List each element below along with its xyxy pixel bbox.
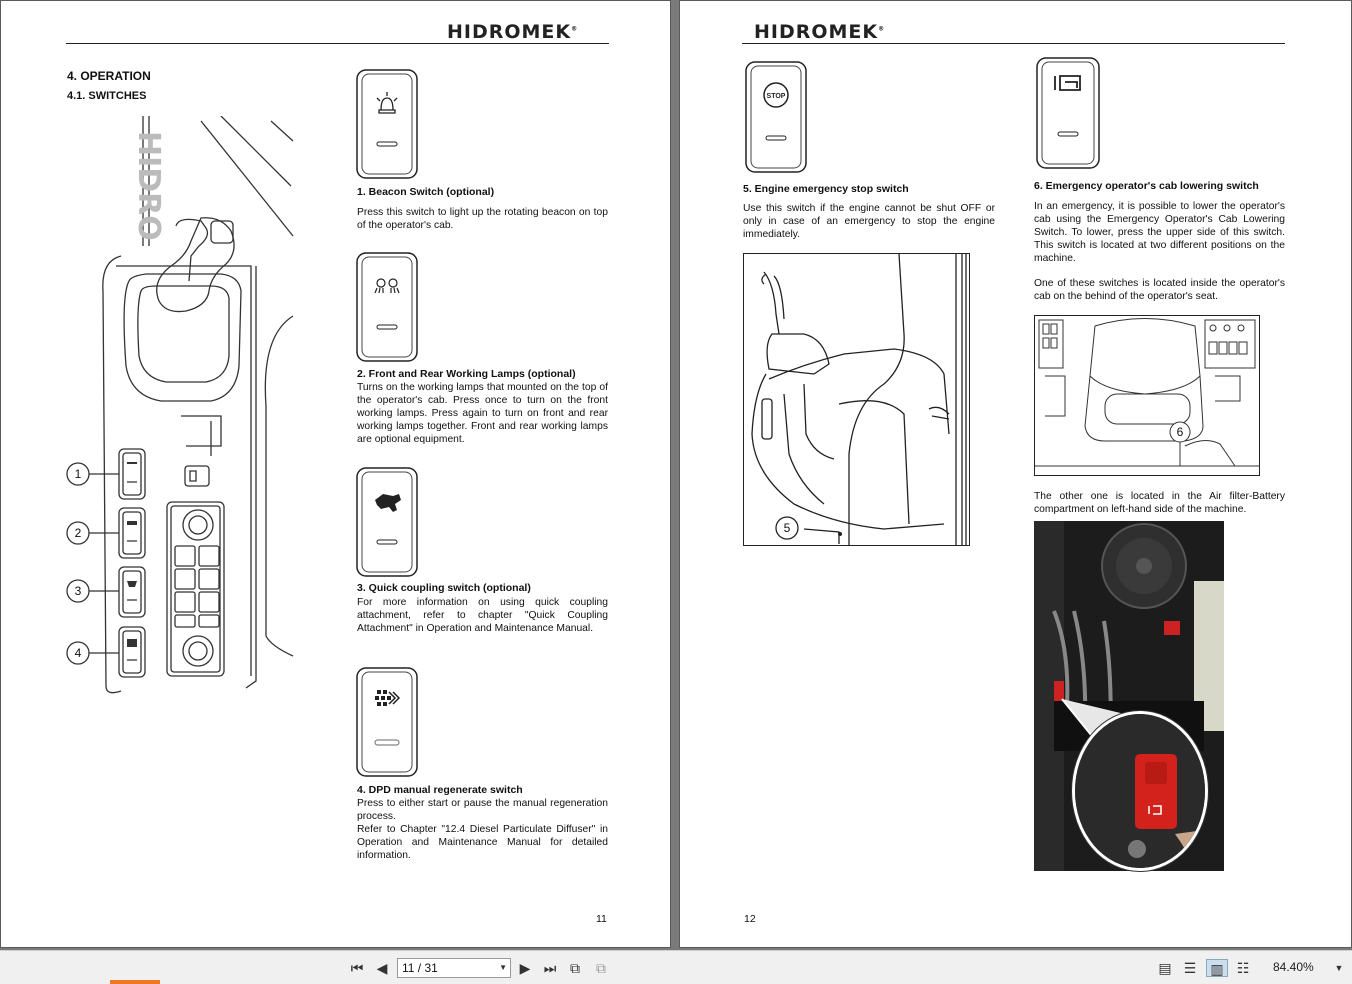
last-page-icon[interactable]: ⏭ xyxy=(543,960,557,976)
header-rule xyxy=(66,43,609,44)
pdf-viewer-toolbar xyxy=(0,950,1352,984)
zoom-inset-circle xyxy=(1072,711,1208,871)
emergency-stop-switch-image xyxy=(744,60,808,174)
brand-logo: HIDROMEK® xyxy=(447,21,579,43)
section-title: 4. OPERATION xyxy=(67,69,151,83)
cab-lowering-switch-image xyxy=(1035,56,1101,170)
emergency-stop-location-figure xyxy=(743,253,970,546)
callout-4: 4 xyxy=(74,646,82,660)
continuous-icon[interactable]: ☰ xyxy=(1183,960,1197,976)
next-page-icon[interactable]: ▶ xyxy=(519,960,531,976)
item-6-text: In an emergency, it is possible to lower the operator's cab using the Emergency Operator's Cab Lowering Switch. To lower, press the upper side of this switch. This switch is located at two different positions on the machine. xyxy=(1034,201,1285,264)
item-4-text-2: Refer to Chapter "12.4 Diesel Particulate Diffuser" in Operation and Maintenance Manual for detailed information. xyxy=(357,824,608,861)
zoom-level[interactable]: 84.40% xyxy=(1273,960,1314,974)
zoom-menu-icon[interactable]: ▼ xyxy=(1334,963,1344,973)
first-page-icon[interactable]: ⏮ xyxy=(350,960,364,976)
item-3-title: 3. Quick coupling switch (optional) xyxy=(357,582,531,594)
item-4-title: 4. DPD manual regenerate switch xyxy=(357,784,523,796)
right-page xyxy=(679,0,1352,948)
item-2-title: 2. Front and Rear Working Lamps (optional) xyxy=(357,368,576,380)
item-5-text: Use this switch if the engine cannot be shut OFF or only in case of an emergency to stop the engine immediately. xyxy=(743,203,995,240)
prev-page-icon[interactable]: ◀ xyxy=(376,960,388,976)
page-selector[interactable] xyxy=(397,958,511,978)
subsection-title: 4.1. SWITCHES xyxy=(67,90,147,102)
item-4-text: Press to either start or pause the manual regeneration process. xyxy=(357,798,608,822)
page-number-left: 11 xyxy=(596,913,607,925)
cab-seat-figure xyxy=(1034,315,1260,476)
quick-coupling-switch-image xyxy=(355,466,419,578)
item-6-text-3: The other one is located in the Air filter-Battery compartment on left-hand side of the machine. xyxy=(1034,491,1285,515)
chevron-down-icon: ▼ xyxy=(499,963,507,972)
two-page-icon[interactable]: ▥ xyxy=(1206,959,1228,977)
callout-3: 3 xyxy=(74,584,82,598)
header-rule xyxy=(742,43,1285,44)
item-6-text-2: One of these switches is located inside the operator's cab on the behind of the operator's seat. xyxy=(1034,278,1285,302)
console-illustration xyxy=(61,116,301,696)
fit-width-icon[interactable]: ⧉ xyxy=(596,960,606,976)
beacon-switch-image xyxy=(355,68,419,180)
side-logo: HIDRO xyxy=(131,131,166,241)
dpd-switch-image xyxy=(355,666,419,778)
left-page xyxy=(0,0,671,948)
item-3-text: For more information on using quick coupling attachment, refer to chapter "Quick Coupling Attachment" in Operation and Maintenance Manual. xyxy=(357,597,608,634)
single-page-icon[interactable]: ▤ xyxy=(1158,960,1172,976)
item-1-title: 1. Beacon Switch (optional) xyxy=(357,186,495,198)
item-1-text: Press this switch to light up the rotating beacon on top of the operator's cab. xyxy=(357,207,608,231)
stop-label: STOP xyxy=(766,93,786,100)
callout-5: 5 xyxy=(783,521,791,535)
item-5-title: 5. Engine emergency stop switch xyxy=(743,183,909,195)
item-2-text: Turns on the working lamps that mounted on the top of the operator's cab. Press once to turn on the front working lamps. Press again to turn on front and rear working lamps together. Front and rear working lamps are optional equipment. xyxy=(357,382,608,445)
brand-logo: HIDROMEK® xyxy=(754,21,886,43)
scroll-indicator xyxy=(110,980,160,984)
callout-1: 1 xyxy=(74,467,82,481)
two-page-continuous-icon[interactable]: ☷ xyxy=(1236,960,1250,976)
page-number-right: 12 xyxy=(744,913,756,925)
callout-2: 2 xyxy=(74,526,82,540)
callout-6: 6 xyxy=(1176,425,1184,439)
fit-page-icon[interactable]: ⧉ xyxy=(570,960,580,976)
page-indicator: 11 / 31 xyxy=(402,961,438,975)
working-lamps-switch-image xyxy=(355,251,419,363)
item-6-title: 6. Emergency operator's cab lowering switch xyxy=(1034,180,1259,192)
